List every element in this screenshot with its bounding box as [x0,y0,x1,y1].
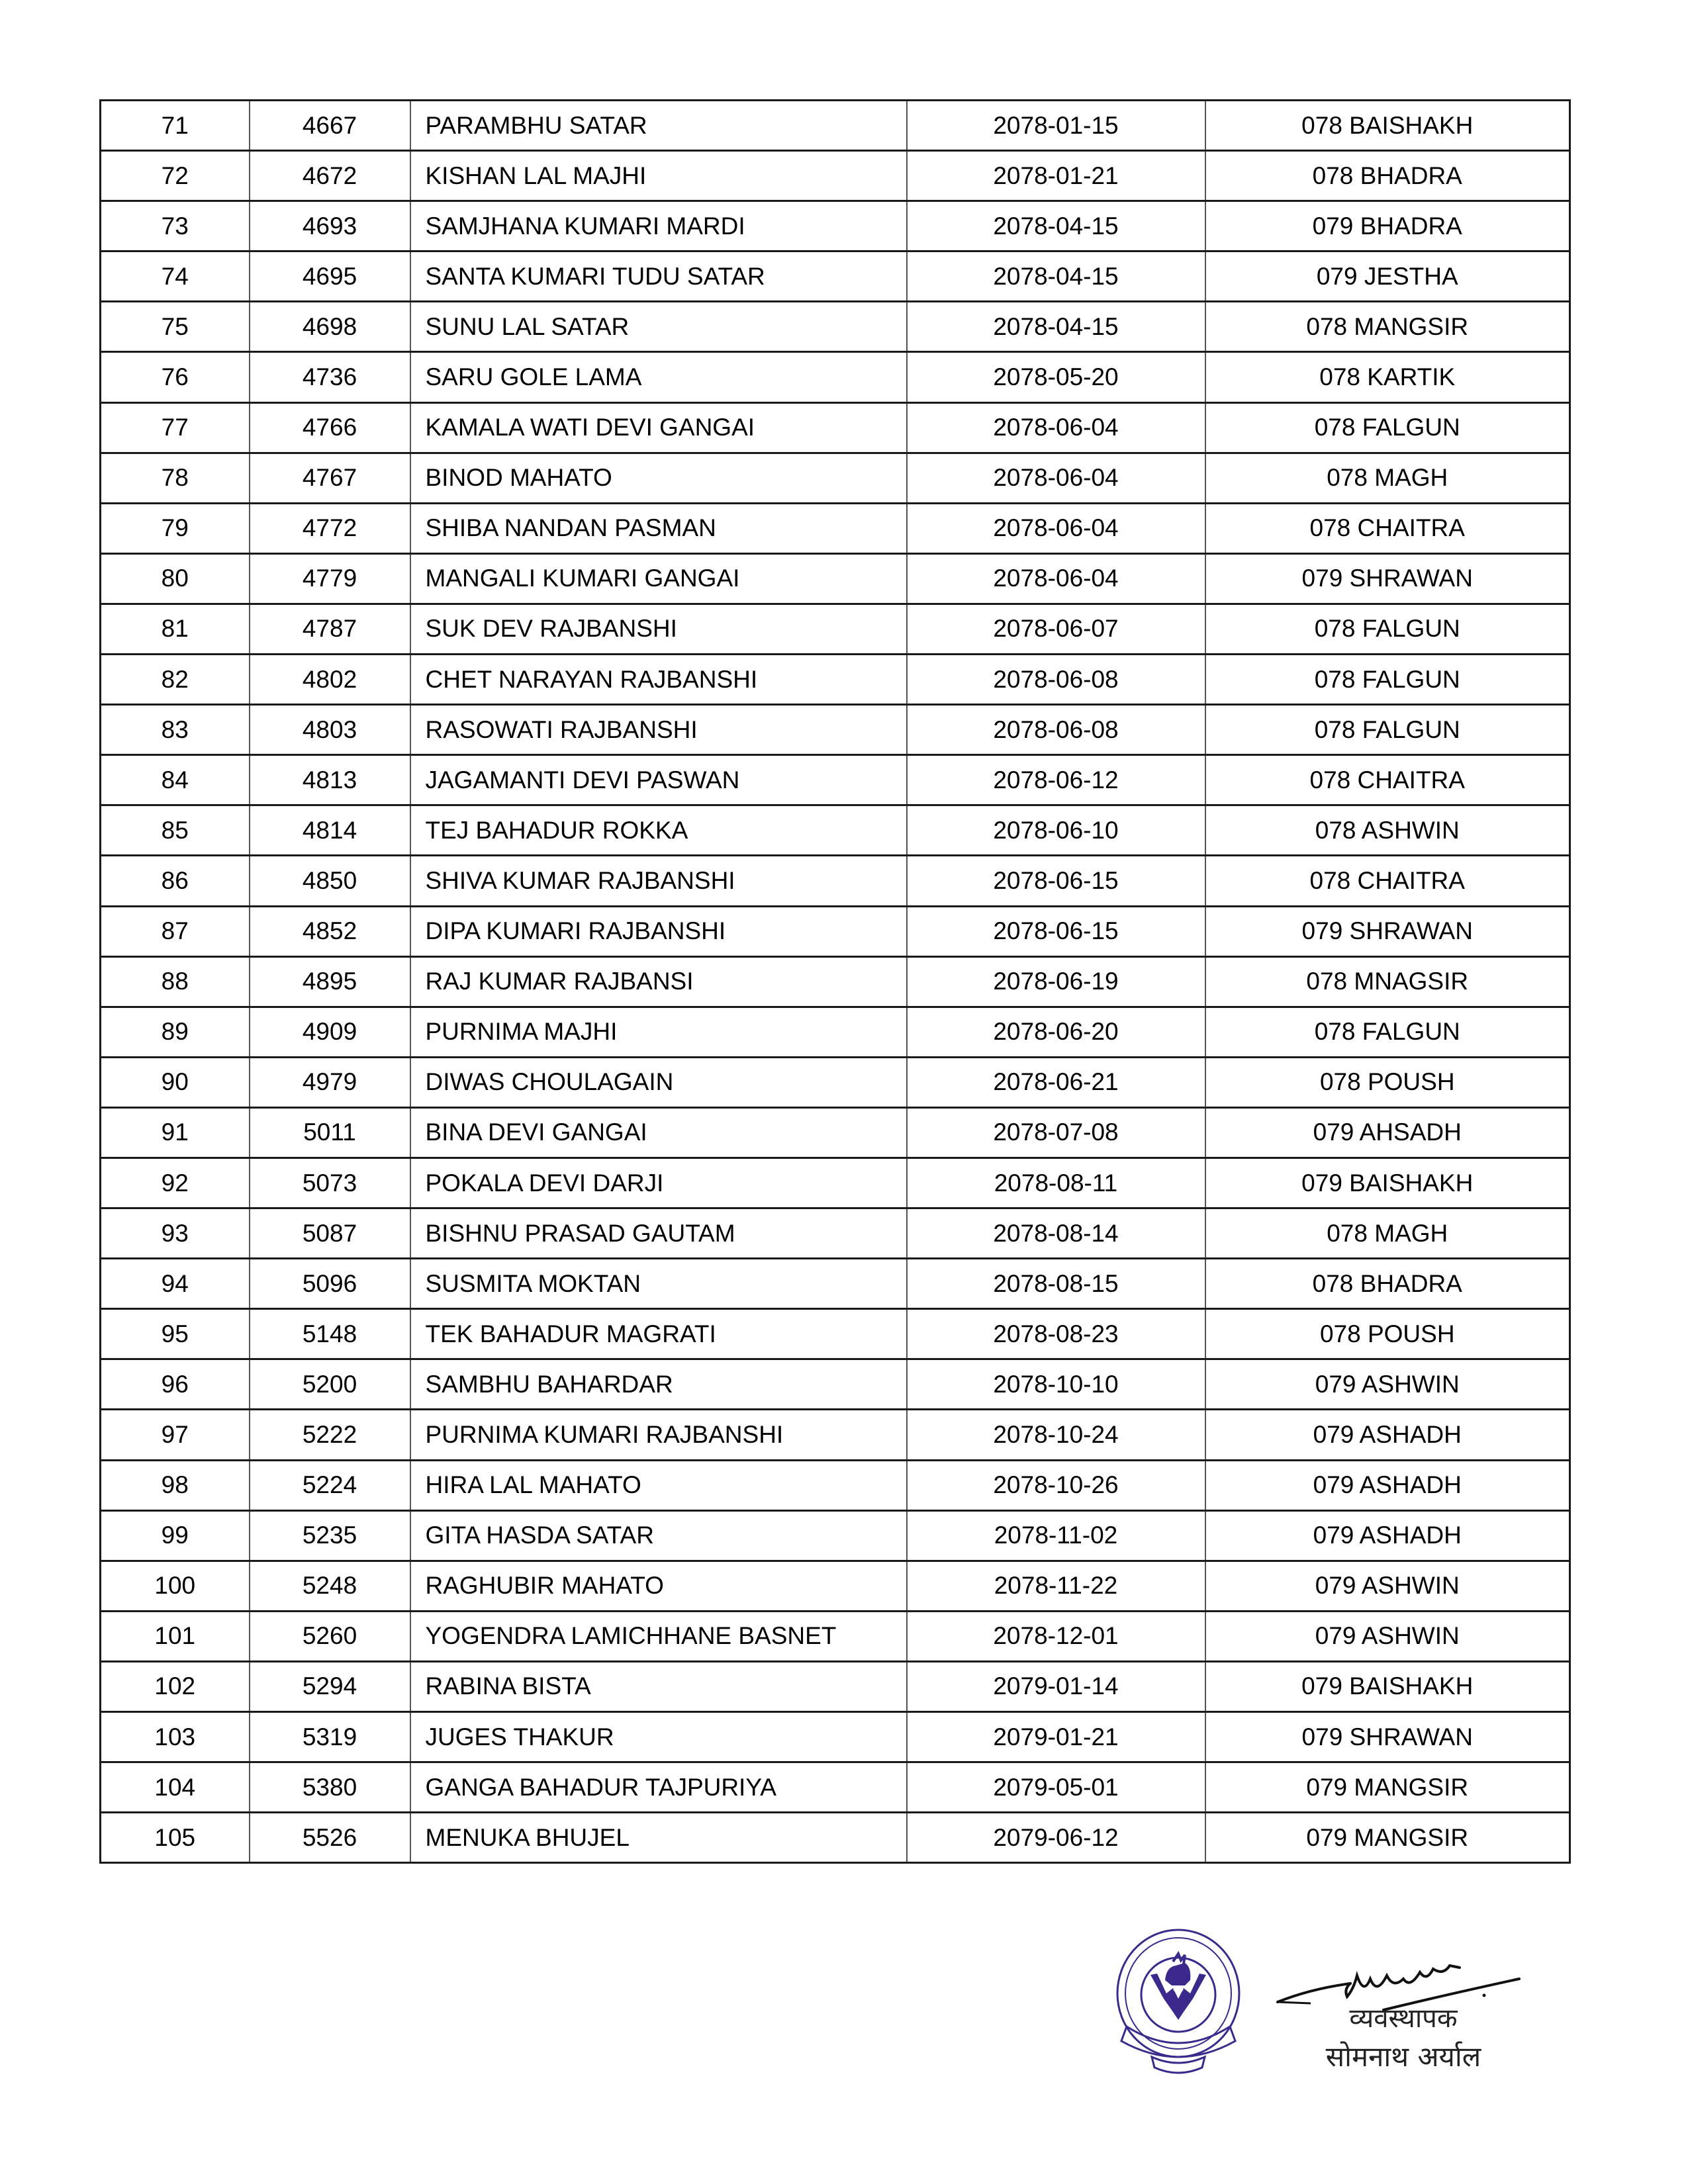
date-cell: 2078-06-21 [907,1057,1205,1107]
member-number-cell: 5526 [250,1813,410,1863]
member-name-cell: RAJ KUMAR RAJBANSI [410,956,907,1007]
date-cell: 2078-04-15 [907,201,1205,251]
member-number-cell: 4767 [250,453,410,503]
member-number-cell: 5260 [250,1611,410,1661]
serial-number-cell: 94 [101,1259,250,1309]
date-cell: 2078-06-08 [907,655,1205,705]
member-number-cell: 4693 [250,201,410,251]
period-cell: 078 POUSH [1205,1309,1570,1359]
member-number-cell: 4813 [250,755,410,805]
date-cell: 2078-04-15 [907,302,1205,352]
member-table [99,99,1571,1864]
date-cell: 2078-01-15 [907,101,1205,151]
serial-number-cell: 95 [101,1309,250,1359]
member-number-cell: 5087 [250,1208,410,1259]
period-cell: 079 ASHADH [1205,1410,1570,1460]
date-cell: 2078-06-04 [907,553,1205,604]
serial-number-cell: 93 [101,1208,250,1259]
table-row [101,453,1570,503]
table-row [101,1813,1570,1863]
table-row [101,251,1570,302]
serial-number-cell: 75 [101,302,250,352]
serial-number-cell: 104 [101,1762,250,1813]
date-cell: 2079-06-12 [907,1813,1205,1863]
table-row [101,1208,1570,1259]
member-name-cell: RABINA BISTA [410,1661,907,1711]
period-cell: 078 ASHWIN [1205,805,1570,856]
member-name-cell: HIRA LAL MAHATO [410,1460,907,1510]
member-name-cell: SHIVA KUMAR RAJBANSHI [410,856,907,906]
member-name-cell: SANTA KUMARI TUDU SATAR [410,251,907,302]
table-row [101,906,1570,956]
date-cell: 2078-06-15 [907,856,1205,906]
period-cell: 079 BHADRA [1205,201,1570,251]
period-cell: 079 MANGSIR [1205,1762,1570,1813]
member-name-cell: SUNU LAL SATAR [410,302,907,352]
table-row [101,1410,1570,1460]
member-name-cell: RAGHUBIR MAHATO [410,1561,907,1611]
period-cell: 079 BAISHAKH [1205,1158,1570,1208]
serial-number-cell: 84 [101,755,250,805]
table-row [101,1359,1570,1410]
serial-number-cell: 88 [101,956,250,1007]
table-row [101,1057,1570,1107]
serial-number-cell: 99 [101,1510,250,1561]
date-cell: 2078-06-08 [907,705,1205,755]
member-name-cell: BINA DEVI GANGAI [410,1107,907,1158]
date-cell: 2078-06-04 [907,503,1205,553]
date-cell: 2078-12-01 [907,1611,1205,1661]
signatory-name: सोमनाथ अर्याल [1325,2040,1481,2073]
date-cell: 2078-06-04 [907,402,1205,453]
table-row [101,1712,1570,1762]
member-name-cell: PARAMBHU SATAR [410,101,907,151]
member-number-cell: 4979 [250,1057,410,1107]
member-number-cell: 5073 [250,1158,410,1208]
table-row [101,503,1570,553]
period-cell: 078 CHAITRA [1205,856,1570,906]
period-cell: 078 FALGUN [1205,604,1570,654]
member-number-cell: 4766 [250,402,410,453]
date-cell: 2078-06-19 [907,956,1205,1007]
member-number-cell: 5148 [250,1309,410,1359]
table-row [101,352,1570,402]
member-number-cell: 5380 [250,1762,410,1813]
serial-number-cell: 97 [101,1410,250,1460]
period-cell: 078 FALGUN [1205,1007,1570,1057]
member-number-cell: 4909 [250,1007,410,1057]
member-number-cell: 4787 [250,604,410,654]
table-row [101,705,1570,755]
date-cell: 2078-10-26 [907,1460,1205,1510]
period-cell: 078 FALGUN [1205,705,1570,755]
serial-number-cell: 73 [101,201,250,251]
period-cell: 079 SHRAWAN [1205,553,1570,604]
serial-number-cell: 100 [101,1561,250,1611]
serial-number-cell: 90 [101,1057,250,1107]
member-number-cell: 4779 [250,553,410,604]
member-name-cell: MANGALI KUMARI GANGAI [410,553,907,604]
table-row [101,402,1570,453]
table-row [101,553,1570,604]
serial-number-cell: 92 [101,1158,250,1208]
table-row [101,151,1570,201]
table-row [101,1611,1570,1661]
member-number-cell: 4852 [250,906,410,956]
member-name-cell: DIWAS CHOULAGAIN [410,1057,907,1107]
member-number-cell: 5011 [250,1107,410,1158]
member-number-cell: 4698 [250,302,410,352]
date-cell: 2078-01-21 [907,151,1205,201]
period-cell: 079 ASHADH [1205,1510,1570,1561]
member-number-cell: 4850 [250,856,410,906]
serial-number-cell: 102 [101,1661,250,1711]
serial-number-cell: 80 [101,553,250,604]
member-number-cell: 5224 [250,1460,410,1510]
member-name-cell: SAMBHU BAHARDAR [410,1359,907,1410]
period-cell: 079 BAISHAKH [1205,1661,1570,1711]
serial-number-cell: 74 [101,251,250,302]
date-cell: 2078-06-07 [907,604,1205,654]
table-row [101,604,1570,654]
member-number-cell: 4814 [250,805,410,856]
member-number-cell: 4772 [250,503,410,553]
serial-number-cell: 76 [101,352,250,402]
member-name-cell: TEJ BAHADUR ROKKA [410,805,907,856]
table-row [101,956,1570,1007]
date-cell: 2078-04-15 [907,251,1205,302]
member-name-cell: GANGA BAHADUR TAJPURIYA [410,1762,907,1813]
serial-number-cell: 77 [101,402,250,453]
period-cell: 078 MANGSIR [1205,302,1570,352]
table-row [101,1762,1570,1813]
member-number-cell: 5248 [250,1561,410,1611]
serial-number-cell: 96 [101,1359,250,1410]
date-cell: 2079-01-14 [907,1661,1205,1711]
member-number-cell: 5200 [250,1359,410,1410]
member-name-cell: KAMALA WATI DEVI GANGAI [410,402,907,453]
period-cell: 079 MANGSIR [1205,1813,1570,1863]
serial-number-cell: 101 [101,1611,250,1661]
date-cell: 2078-06-10 [907,805,1205,856]
member-name-cell: SUK DEV RAJBANSHI [410,604,907,654]
period-cell: 079 ASHADH [1205,1460,1570,1510]
date-cell: 2078-08-15 [907,1259,1205,1309]
date-cell: 2078-08-23 [907,1309,1205,1359]
period-cell: 079 AHSADH [1205,1107,1570,1158]
member-name-cell: GITA HASDA SATAR [410,1510,907,1561]
member-number-cell: 4802 [250,655,410,705]
member-name-cell: SUSMITA MOKTAN [410,1259,907,1309]
table-row [101,856,1570,906]
serial-number-cell: 105 [101,1813,250,1863]
serial-number-cell: 103 [101,1712,250,1762]
period-cell: 079 SHRAWAN [1205,906,1570,956]
table-row [101,755,1570,805]
member-table-container [99,99,1569,1864]
date-cell: 2078-10-10 [907,1359,1205,1410]
date-cell: 2078-05-20 [907,352,1205,402]
member-name-cell: DIPA KUMARI RAJBANSHI [410,906,907,956]
member-name-cell: POKALA DEVI DARJI [410,1158,907,1208]
date-cell: 2078-06-20 [907,1007,1205,1057]
serial-number-cell: 79 [101,503,250,553]
table-row [101,1460,1570,1510]
date-cell: 2079-01-21 [907,1712,1205,1762]
serial-number-cell: 85 [101,805,250,856]
period-cell: 078 CHAITRA [1205,503,1570,553]
table-row [101,101,1570,151]
serial-number-cell: 78 [101,453,250,503]
member-name-cell: PURNIMA KUMARI RAJBANSHI [410,1410,907,1460]
period-cell: 078 POUSH [1205,1057,1570,1107]
table-row [101,655,1570,705]
period-cell: 079 ASHWIN [1205,1359,1570,1410]
member-name-cell: RASOWATI RAJBANSHI [410,705,907,755]
table-row [101,302,1570,352]
period-cell: 078 FALGUN [1205,655,1570,705]
period-cell: 078 MAGH [1205,453,1570,503]
member-number-cell: 4803 [250,705,410,755]
period-cell: 078 MAGH [1205,1208,1570,1259]
period-cell: 078 BHADRA [1205,1259,1570,1309]
cooperative-seal-icon [1112,1927,1244,2078]
period-cell: 078 FALGUN [1205,402,1570,453]
table-row [101,1661,1570,1711]
period-cell: 079 ASHWIN [1205,1561,1570,1611]
table-row [101,1510,1570,1561]
serial-number-cell: 72 [101,151,250,201]
member-name-cell: YOGENDRA LAMICHHANE BASNET [410,1611,907,1661]
table-row [101,805,1570,856]
member-name-cell: BISHNU PRASAD GAUTAM [410,1208,907,1259]
table-row [101,1007,1570,1057]
member-number-cell: 5235 [250,1510,410,1561]
signatory-role: व्यवस्थापक [1349,2003,1458,2034]
table-row [101,1107,1570,1158]
member-name-cell: TEK BAHADUR MAGRATI [410,1309,907,1359]
member-table-body [101,101,1570,1863]
table-row [101,1259,1570,1309]
serial-number-cell: 83 [101,705,250,755]
date-cell: 2078-06-12 [907,755,1205,805]
table-row [101,1309,1570,1359]
date-cell: 2078-06-15 [907,906,1205,956]
member-number-cell: 5294 [250,1661,410,1711]
serial-number-cell: 87 [101,906,250,956]
date-cell: 2078-10-24 [907,1410,1205,1460]
period-cell: 079 ASHWIN [1205,1611,1570,1661]
member-name-cell: KISHAN LAL MAJHI [410,151,907,201]
date-cell: 2078-08-11 [907,1158,1205,1208]
table-row [101,1561,1570,1611]
member-name-cell: JAGAMANTI DEVI PASWAN [410,755,907,805]
serial-number-cell: 71 [101,101,250,151]
member-name-cell: MENUKA BHUJEL [410,1813,907,1863]
serial-number-cell: 82 [101,655,250,705]
period-cell: 078 BAISHAKH [1205,101,1570,151]
member-name-cell: SARU GOLE LAMA [410,352,907,402]
table-row [101,1158,1570,1208]
member-number-cell: 4736 [250,352,410,402]
member-number-cell: 4672 [250,151,410,201]
member-number-cell: 4695 [250,251,410,302]
serial-number-cell: 91 [101,1107,250,1158]
period-cell: 078 MNAGSIR [1205,956,1570,1007]
member-name-cell: CHET NARAYAN RAJBANSHI [410,655,907,705]
date-cell: 2078-07-08 [907,1107,1205,1158]
date-cell: 2078-11-22 [907,1561,1205,1611]
period-cell: 078 KARTIK [1205,352,1570,402]
period-cell: 078 CHAITRA [1205,755,1570,805]
date-cell: 2079-05-01 [907,1762,1205,1813]
period-cell: 079 JESTHA [1205,251,1570,302]
date-cell: 2078-06-04 [907,453,1205,503]
table-row [101,201,1570,251]
member-name-cell: PURNIMA MAJHI [410,1007,907,1057]
period-cell: 078 BHADRA [1205,151,1570,201]
member-number-cell: 5096 [250,1259,410,1309]
member-name-cell: SHIBA NANDAN PASMAN [410,503,907,553]
member-name-cell: JUGES THAKUR [410,1712,907,1762]
member-number-cell: 4667 [250,101,410,151]
serial-number-cell: 98 [101,1460,250,1510]
member-number-cell: 5319 [250,1712,410,1762]
serial-number-cell: 86 [101,856,250,906]
member-number-cell: 4895 [250,956,410,1007]
date-cell: 2078-08-14 [907,1208,1205,1259]
member-name-cell: SAMJHANA KUMARI MARDI [410,201,907,251]
period-cell: 079 SHRAWAN [1205,1712,1570,1762]
date-cell: 2078-11-02 [907,1510,1205,1561]
member-number-cell: 5222 [250,1410,410,1460]
member-name-cell: BINOD MAHATO [410,453,907,503]
serial-number-cell: 89 [101,1007,250,1057]
serial-number-cell: 81 [101,604,250,654]
